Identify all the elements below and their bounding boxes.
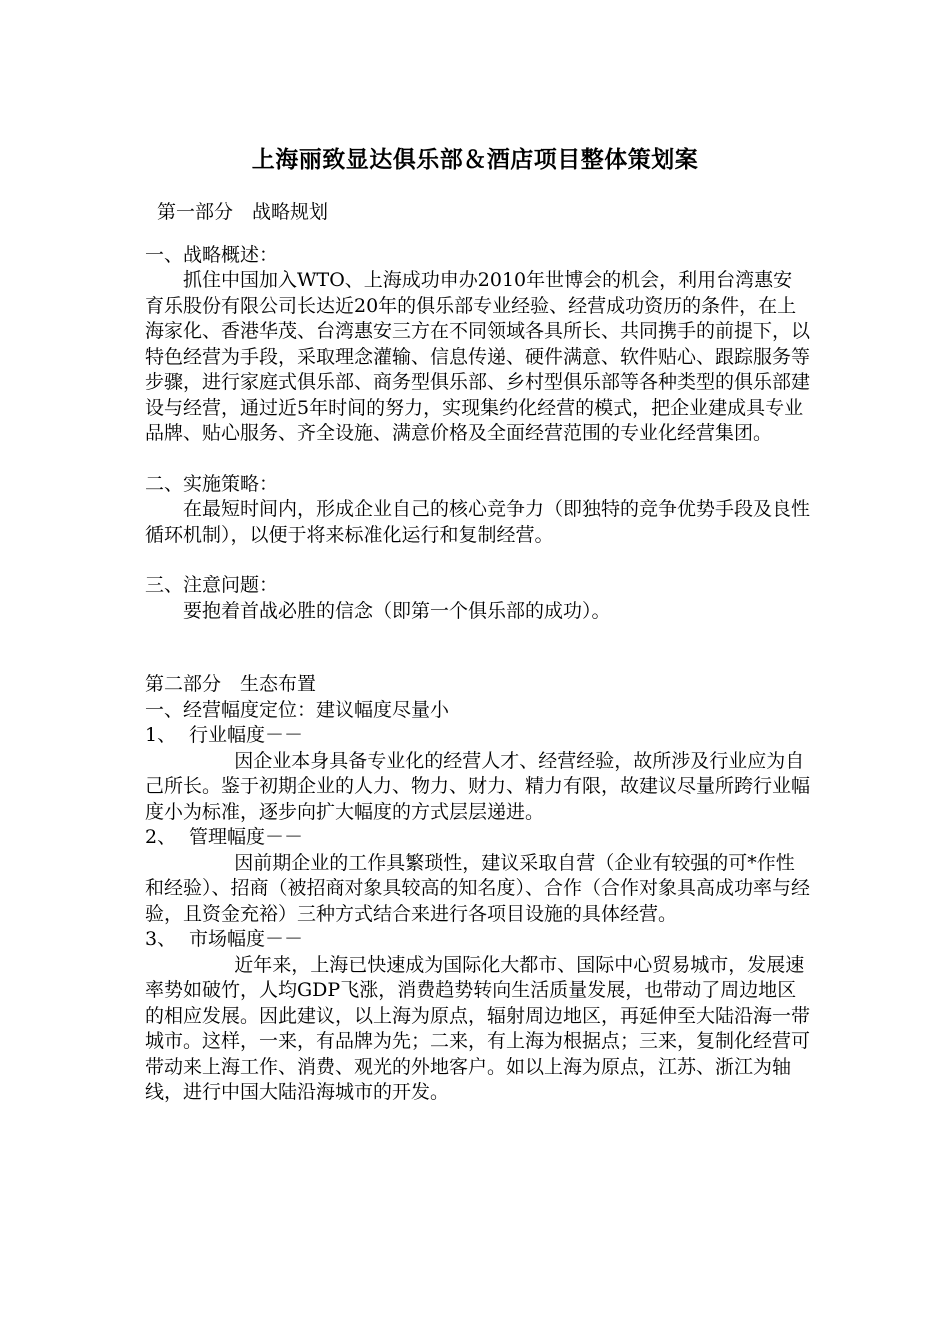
document-title: 上海丽致显达俱乐部＆酒店项目整体策划案 xyxy=(251,147,699,173)
section-body-notes: 要抱着首战必胜的信念（即第一个俱乐部的成功）。 xyxy=(183,599,611,622)
part2-heading: 第二部分 生态布置 xyxy=(145,673,317,695)
item-heading-text: 市场幅度－－ xyxy=(189,928,304,950)
part2-subheading: 一、经营幅度定位：建议幅度尽量小 xyxy=(145,698,450,721)
item-number: 1、 xyxy=(145,724,177,746)
item-heading-industry xyxy=(145,723,810,749)
section-heading-strategy-overview: 一、战略概述： xyxy=(145,243,279,266)
item-heading-market xyxy=(145,927,810,953)
item-body-industry: 因企业本身具备专业化的经营人才、经营经验，故所涉及行业应为自己所长。鉴于初期企业的人力、物力、财力、精力有限，故建议尽量所跨行业幅度小为标准，逐步向扩大幅度的方式层层递进。 xyxy=(145,749,811,823)
item-body-market: 近年来，上海已快速成为国际化大都市、国际中心贸易城市，发展速率势如破竹，人均GDP飞涨，消费趋势转向生活质量发展，也带动了周边地区的相应发展。因此建议，以上海为原点，辐射周边地区，再延伸至大陆沿海一带城市。这样，一来，有品牌为先；二来，有上海为根据点；三来，复制化经营可带动来上海工作、消费、观光的外地客户。如以上海为原点，江苏、浙江为轴线，进行中国大陆沿海城市的开发。 xyxy=(145,953,811,1103)
document-body xyxy=(145,200,810,1106)
section-heading-implementation: 二、实施策略： xyxy=(145,472,279,495)
section-body-implementation: 在最短时间内，形成企业自己的核心竞争力（即独特的竞争优势手段及良性循环机制），以便于将来标准化运行和复制经营。 xyxy=(145,498,811,546)
item-heading-text: 行业幅度－－ xyxy=(189,724,304,746)
section-heading-notes: 三、注意问题： xyxy=(145,574,279,596)
item-heading-management xyxy=(145,825,810,851)
item-number: 2、 xyxy=(145,826,177,848)
item-number: 3、 xyxy=(145,928,177,950)
section-body-strategy-overview: 抓住中国加入WTO、上海成功申办2010年世博会的机会，利用台湾惠安育乐股份有限公司长达近20年的俱乐部专业经验、经营成功资历的条件，在上海家化、香港华茂、台湾惠安三方在不同领域各具所长、共同携手的前提下，以特色经营为手段，采取理念灌输、信息传递、硬件满意、软件贴心、跟踪服务等步骤，进行家庭式俱乐部、商务型俱乐部、乡村型俱乐部等各种类型的俱乐部建设与经营，通过近5年时间的努力，实现集约化经营的模式，把企业建成具专业品牌、贴心服务、齐全设施、满意价格及全面经营范围的专业化经营集团。 xyxy=(145,269,811,444)
part1-heading: 第一部分 战略规划 xyxy=(157,201,329,223)
item-heading-text: 管理幅度－－ xyxy=(189,826,304,848)
item-body-management: 因前期企业的工作具繁琐性，建议采取自营（企业有较强的可*作性和经验）、招商（被招商对象具较高的知名度）、合作（合作对象具高成功率与经验，且资金充裕）三种方式结合来进行各项目设施的具体经营。 xyxy=(145,851,811,925)
